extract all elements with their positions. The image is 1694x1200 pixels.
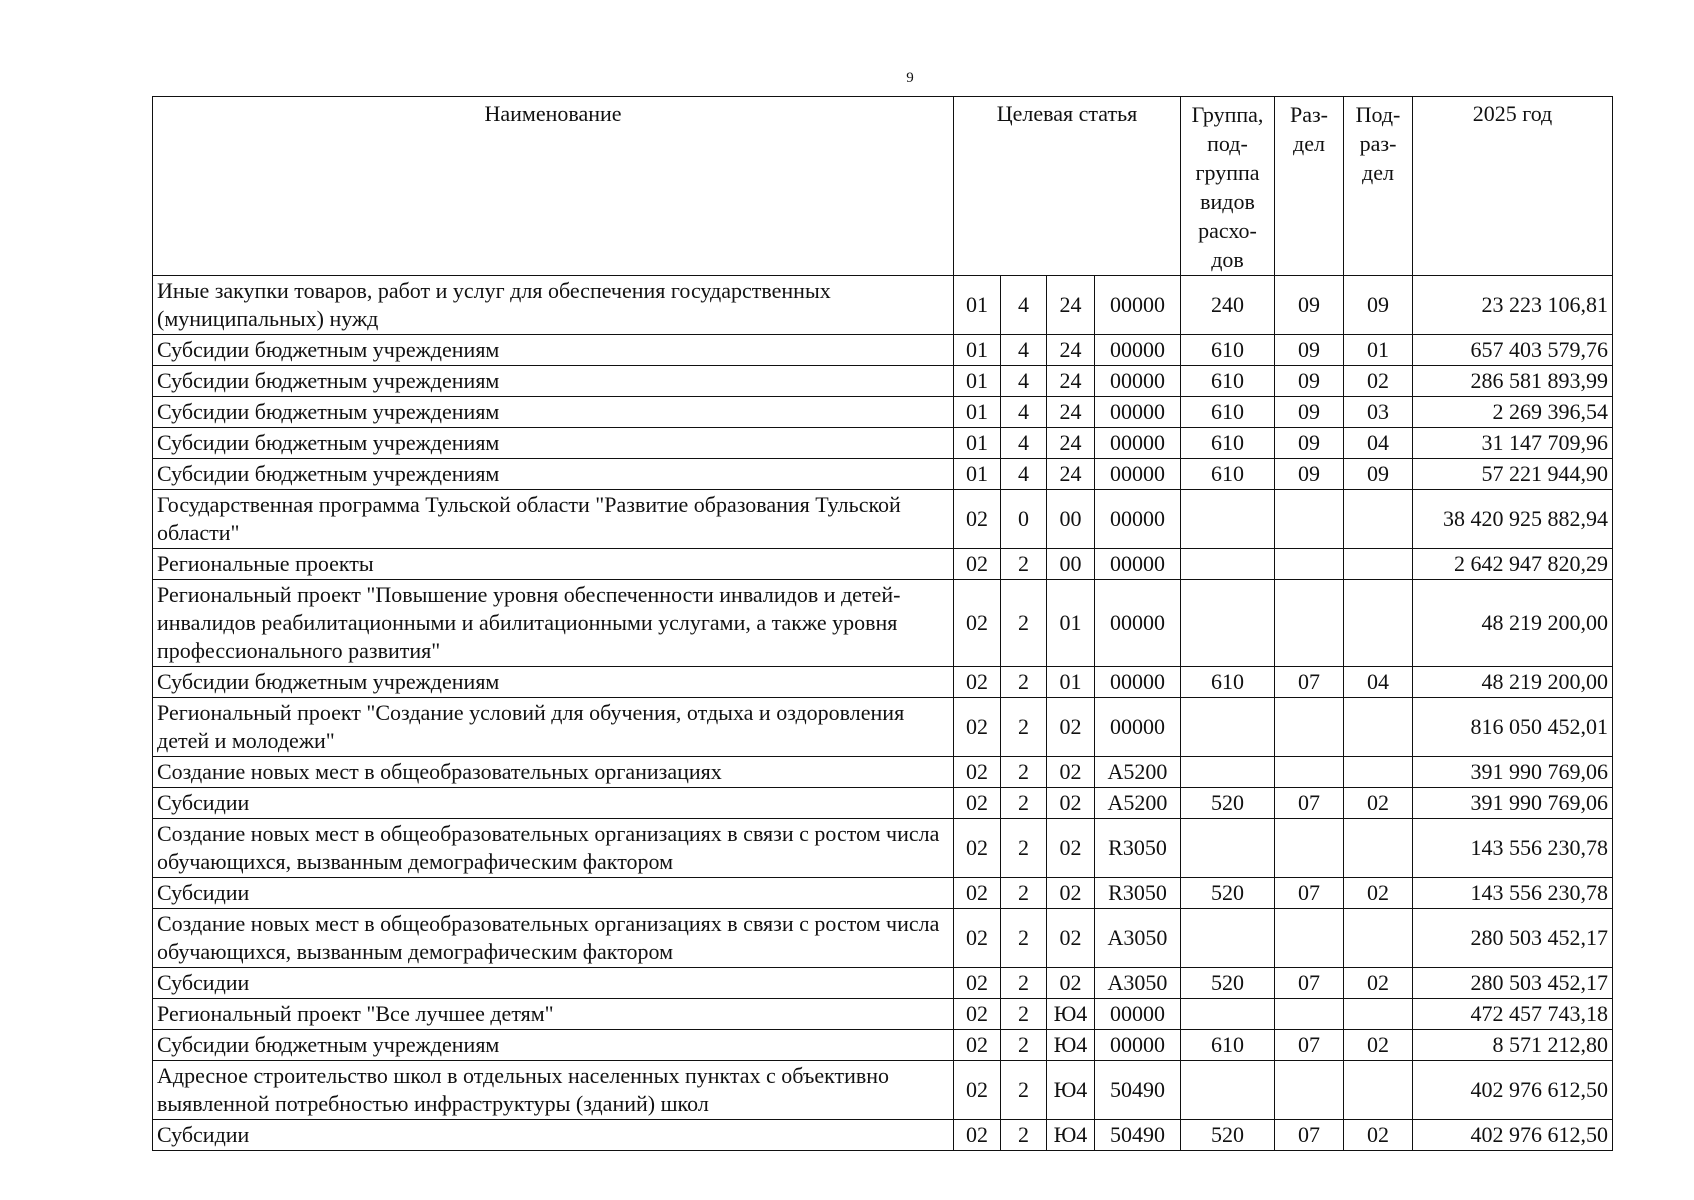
target-article-part3-cell: Ю4 <box>1047 1030 1095 1061</box>
subsection-cell: 09 <box>1344 459 1413 490</box>
target-article-part2-cell: 2 <box>1001 549 1047 580</box>
table-row <box>153 580 1613 667</box>
target-article-part3-cell: 00 <box>1047 490 1095 549</box>
header-expense-group-line: Группа, <box>1191 102 1264 127</box>
row-name-cell: Региональный проект "Все лучшее детям" <box>153 999 954 1030</box>
target-article-part3-cell: 02 <box>1047 878 1095 909</box>
amount-2025-cell: 2 642 947 820,29 <box>1413 549 1613 580</box>
target-article-part4-cell: 00000 <box>1095 459 1181 490</box>
table-row <box>153 366 1613 397</box>
subsection-cell: 02 <box>1344 1120 1413 1151</box>
row-name-cell: Создание новых мест в общеобразовательных организациях <box>153 757 954 788</box>
header-expense-group-line: дов <box>1211 247 1244 272</box>
row-name-cell: Субсидии бюджетным учреждениям <box>153 366 954 397</box>
header-expense-group-line: расхо- <box>1198 218 1257 243</box>
target-article-part3-cell: Ю4 <box>1047 999 1095 1030</box>
subsection-cell: 02 <box>1344 366 1413 397</box>
row-name-cell: Субсидии <box>153 1120 954 1151</box>
expense-group-cell <box>1181 580 1275 667</box>
target-article-part3-cell: 24 <box>1047 459 1095 490</box>
target-article-part3-cell: 01 <box>1047 580 1095 667</box>
target-article-part3-cell: Ю4 <box>1047 1061 1095 1120</box>
header-expense-group <box>1181 97 1275 276</box>
row-name-cell: Региональные проекты <box>153 549 954 580</box>
target-article-part4-cell: 00000 <box>1095 999 1181 1030</box>
amount-2025-cell: 391 990 769,06 <box>1413 757 1613 788</box>
table-row <box>153 788 1613 819</box>
header-expense-group-line: видов <box>1200 189 1255 214</box>
target-article-part2-cell: 2 <box>1001 999 1047 1030</box>
expense-group-cell: 520 <box>1181 878 1275 909</box>
target-article-part3-cell: 24 <box>1047 276 1095 335</box>
target-article-part1-cell: 02 <box>954 580 1001 667</box>
target-article-part4-cell: 00000 <box>1095 397 1181 428</box>
row-name-cell: Иные закупки товаров, работ и услуг для обеспечения государственных (муниципальных) нужд <box>153 276 954 335</box>
target-article-part1-cell: 01 <box>954 397 1001 428</box>
target-article-part1-cell: 02 <box>954 698 1001 757</box>
amount-2025-cell: 38 420 925 882,94 <box>1413 490 1613 549</box>
expense-group-cell: 610 <box>1181 667 1275 698</box>
header-name: Наименование <box>153 97 954 276</box>
subsection-cell: 02 <box>1344 788 1413 819</box>
target-article-part1-cell: 02 <box>954 819 1001 878</box>
amount-2025-cell: 402 976 612,50 <box>1413 1120 1613 1151</box>
header-subsection-line: дел <box>1362 160 1394 185</box>
header-expense-group-line: группа <box>1195 160 1260 185</box>
expense-group-cell: 610 <box>1181 1030 1275 1061</box>
target-article-part2-cell: 2 <box>1001 819 1047 878</box>
target-article-part1-cell: 01 <box>954 276 1001 335</box>
target-article-part4-cell: 00000 <box>1095 366 1181 397</box>
section-cell: 09 <box>1275 276 1344 335</box>
row-name-cell: Субсидии <box>153 788 954 819</box>
target-article-part1-cell: 02 <box>954 549 1001 580</box>
target-article-part1-cell: 02 <box>954 1030 1001 1061</box>
row-name-cell: Субсидии бюджетным учреждениям <box>153 667 954 698</box>
target-article-part4-cell: 00000 <box>1095 549 1181 580</box>
table-row <box>153 397 1613 428</box>
row-name-cell: Субсидии <box>153 878 954 909</box>
target-article-part1-cell: 01 <box>954 335 1001 366</box>
target-article-part4-cell: А3050 <box>1095 968 1181 999</box>
header-subsection <box>1344 97 1413 276</box>
subsection-cell <box>1344 999 1413 1030</box>
target-article-part3-cell: 02 <box>1047 968 1095 999</box>
expense-group-cell: 520 <box>1181 788 1275 819</box>
expense-group-cell: 610 <box>1181 397 1275 428</box>
amount-2025-cell: 286 581 893,99 <box>1413 366 1613 397</box>
target-article-part2-cell: 4 <box>1001 276 1047 335</box>
header-year: 2025 год <box>1413 97 1613 276</box>
target-article-part2-cell: 2 <box>1001 580 1047 667</box>
header-section <box>1275 97 1344 276</box>
amount-2025-cell: 8 571 212,80 <box>1413 1030 1613 1061</box>
target-article-part3-cell: 02 <box>1047 788 1095 819</box>
amount-2025-cell: 816 050 452,01 <box>1413 698 1613 757</box>
target-article-part2-cell: 2 <box>1001 1120 1047 1151</box>
target-article-part3-cell: 02 <box>1047 698 1095 757</box>
expense-group-cell <box>1181 909 1275 968</box>
section-cell <box>1275 819 1344 878</box>
target-article-part4-cell: 00000 <box>1095 428 1181 459</box>
target-article-part4-cell: R3050 <box>1095 819 1181 878</box>
subsection-cell: 09 <box>1344 276 1413 335</box>
subsection-cell: 01 <box>1344 335 1413 366</box>
subsection-cell: 03 <box>1344 397 1413 428</box>
target-article-part4-cell: 00000 <box>1095 1030 1181 1061</box>
subsection-cell: 02 <box>1344 968 1413 999</box>
budget-table <box>152 96 1613 1151</box>
target-article-part3-cell: 24 <box>1047 366 1095 397</box>
target-article-part1-cell: 01 <box>954 366 1001 397</box>
row-name-cell: Создание новых мест в общеобразовательных организациях в связи с ростом числа обучающихся, вызванным демографическим фактором <box>153 909 954 968</box>
table-row <box>153 276 1613 335</box>
section-cell <box>1275 549 1344 580</box>
table-row <box>153 819 1613 878</box>
target-article-part4-cell: 50490 <box>1095 1120 1181 1151</box>
section-cell: 07 <box>1275 667 1344 698</box>
subsection-cell <box>1344 1061 1413 1120</box>
target-article-part1-cell: 02 <box>954 490 1001 549</box>
section-cell: 07 <box>1275 788 1344 819</box>
expense-group-cell <box>1181 999 1275 1030</box>
table-row <box>153 549 1613 580</box>
target-article-part1-cell: 02 <box>954 1120 1001 1151</box>
target-article-part4-cell: 00000 <box>1095 276 1181 335</box>
row-name-cell: Субсидии бюджетным учреждениям <box>153 335 954 366</box>
subsection-cell <box>1344 909 1413 968</box>
target-article-part3-cell: 00 <box>1047 549 1095 580</box>
row-name-cell: Субсидии бюджетным учреждениям <box>153 1030 954 1061</box>
table-row <box>153 1061 1613 1120</box>
table-row <box>153 878 1613 909</box>
target-article-part1-cell: 02 <box>954 999 1001 1030</box>
amount-2025-cell: 280 503 452,17 <box>1413 968 1613 999</box>
expense-group-cell <box>1181 549 1275 580</box>
amount-2025-cell: 143 556 230,78 <box>1413 878 1613 909</box>
subsection-cell <box>1344 819 1413 878</box>
expense-group-cell: 610 <box>1181 459 1275 490</box>
table-header-row <box>153 97 1613 276</box>
section-cell <box>1275 999 1344 1030</box>
subsection-cell: 02 <box>1344 1030 1413 1061</box>
expense-group-cell <box>1181 490 1275 549</box>
section-cell: 09 <box>1275 428 1344 459</box>
amount-2025-cell: 280 503 452,17 <box>1413 909 1613 968</box>
table-row <box>153 335 1613 366</box>
target-article-part3-cell: Ю4 <box>1047 1120 1095 1151</box>
amount-2025-cell: 57 221 944,90 <box>1413 459 1613 490</box>
row-name-cell: Адресное строительство школ в отдельных населенных пунктах с объективно выявленной потребностью инфраструктуры (зданий) школ <box>153 1061 954 1120</box>
header-target-article: Целевая статья <box>954 97 1181 276</box>
row-name-cell: Региональный проект "Повышение уровня обеспеченности инвалидов и детей-инвалидов реабилитационными и абилитационными услугами, а также уровня профессионального развития" <box>153 580 954 667</box>
section-cell <box>1275 580 1344 667</box>
header-subsection-line: Под- <box>1355 102 1401 127</box>
amount-2025-cell: 657 403 579,76 <box>1413 335 1613 366</box>
target-article-part4-cell: А5200 <box>1095 757 1181 788</box>
header-section-line: дел <box>1293 131 1325 156</box>
table-row <box>153 909 1613 968</box>
target-article-part4-cell: R3050 <box>1095 878 1181 909</box>
table-row <box>153 698 1613 757</box>
target-article-part1-cell: 01 <box>954 459 1001 490</box>
target-article-part2-cell: 2 <box>1001 698 1047 757</box>
subsection-cell <box>1344 757 1413 788</box>
expense-group-cell: 240 <box>1181 276 1275 335</box>
amount-2025-cell: 48 219 200,00 <box>1413 580 1613 667</box>
target-article-part3-cell: 24 <box>1047 428 1095 459</box>
section-cell <box>1275 698 1344 757</box>
expense-group-cell: 610 <box>1181 366 1275 397</box>
target-article-part4-cell: 50490 <box>1095 1061 1181 1120</box>
target-article-part1-cell: 02 <box>954 878 1001 909</box>
target-article-part3-cell: 24 <box>1047 335 1095 366</box>
table-row <box>153 999 1613 1030</box>
section-cell: 09 <box>1275 459 1344 490</box>
target-article-part3-cell: 02 <box>1047 909 1095 968</box>
section-cell: 07 <box>1275 878 1344 909</box>
row-name-cell: Субсидии бюджетным учреждениям <box>153 459 954 490</box>
table-body <box>153 276 1613 1151</box>
section-cell: 07 <box>1275 1120 1344 1151</box>
target-article-part1-cell: 02 <box>954 667 1001 698</box>
section-cell: 09 <box>1275 335 1344 366</box>
expense-group-cell <box>1181 819 1275 878</box>
expense-group-cell <box>1181 698 1275 757</box>
expense-group-cell <box>1181 757 1275 788</box>
expense-group-cell: 610 <box>1181 428 1275 459</box>
target-article-part4-cell: 00000 <box>1095 335 1181 366</box>
expense-group-cell <box>1181 1061 1275 1120</box>
table-row <box>153 459 1613 490</box>
subsection-cell <box>1344 490 1413 549</box>
target-article-part4-cell: 00000 <box>1095 580 1181 667</box>
target-article-part1-cell: 02 <box>954 1061 1001 1120</box>
target-article-part4-cell: 00000 <box>1095 667 1181 698</box>
subsection-cell <box>1344 580 1413 667</box>
header-section-line: Раз- <box>1289 102 1329 127</box>
header-expense-group-line: под- <box>1207 131 1248 156</box>
row-name-cell: Государственная программа Тульской области "Развитие образования Тульской области" <box>153 490 954 549</box>
section-cell: 07 <box>1275 968 1344 999</box>
target-article-part4-cell: 00000 <box>1095 698 1181 757</box>
subsection-cell: 04 <box>1344 428 1413 459</box>
expense-group-cell: 610 <box>1181 335 1275 366</box>
section-cell <box>1275 909 1344 968</box>
target-article-part2-cell: 0 <box>1001 490 1047 549</box>
table-row <box>153 667 1613 698</box>
table-row <box>153 490 1613 549</box>
subsection-cell <box>1344 549 1413 580</box>
target-article-part1-cell: 02 <box>954 788 1001 819</box>
target-article-part2-cell: 4 <box>1001 335 1047 366</box>
row-name-cell: Субсидии бюджетным учреждениям <box>153 397 954 428</box>
target-article-part4-cell: А5200 <box>1095 788 1181 819</box>
expense-group-cell: 520 <box>1181 1120 1275 1151</box>
target-article-part3-cell: 24 <box>1047 397 1095 428</box>
target-article-part2-cell: 2 <box>1001 878 1047 909</box>
row-name-cell: Субсидии <box>153 968 954 999</box>
target-article-part1-cell: 02 <box>954 968 1001 999</box>
header-subsection-line: раз- <box>1359 131 1397 156</box>
page-number: 9 <box>906 70 914 86</box>
section-cell <box>1275 757 1344 788</box>
target-article-part2-cell: 4 <box>1001 366 1047 397</box>
target-article-part2-cell: 2 <box>1001 1061 1047 1120</box>
target-article-part2-cell: 4 <box>1001 428 1047 459</box>
table-row <box>153 1120 1613 1151</box>
section-cell: 07 <box>1275 1030 1344 1061</box>
section-cell <box>1275 1061 1344 1120</box>
amount-2025-cell: 472 457 743,18 <box>1413 999 1613 1030</box>
subsection-cell <box>1344 698 1413 757</box>
target-article-part2-cell: 2 <box>1001 968 1047 999</box>
target-article-part1-cell: 02 <box>954 909 1001 968</box>
target-article-part2-cell: 2 <box>1001 788 1047 819</box>
target-article-part2-cell: 4 <box>1001 459 1047 490</box>
table-row <box>153 757 1613 788</box>
amount-2025-cell: 31 147 709,96 <box>1413 428 1613 459</box>
target-article-part3-cell: 02 <box>1047 819 1095 878</box>
target-article-part2-cell: 2 <box>1001 757 1047 788</box>
row-name-cell: Создание новых мест в общеобразовательных организациях в связи с ростом числа обучающихся, вызванным демографическим фактором <box>153 819 954 878</box>
table-row <box>153 968 1613 999</box>
row-name-cell: Региональный проект "Создание условий для обучения, отдыха и оздоровления детей и молодежи" <box>153 698 954 757</box>
amount-2025-cell: 402 976 612,50 <box>1413 1061 1613 1120</box>
target-article-part2-cell: 4 <box>1001 397 1047 428</box>
table-row <box>153 1030 1613 1061</box>
amount-2025-cell: 23 223 106,81 <box>1413 276 1613 335</box>
target-article-part1-cell: 02 <box>954 757 1001 788</box>
subsection-cell: 02 <box>1344 878 1413 909</box>
target-article-part2-cell: 2 <box>1001 909 1047 968</box>
amount-2025-cell: 391 990 769,06 <box>1413 788 1613 819</box>
expense-group-cell: 520 <box>1181 968 1275 999</box>
target-article-part1-cell: 01 <box>954 428 1001 459</box>
section-cell: 09 <box>1275 397 1344 428</box>
target-article-part2-cell: 2 <box>1001 667 1047 698</box>
target-article-part3-cell: 02 <box>1047 757 1095 788</box>
amount-2025-cell: 143 556 230,78 <box>1413 819 1613 878</box>
target-article-part4-cell: А3050 <box>1095 909 1181 968</box>
amount-2025-cell: 2 269 396,54 <box>1413 397 1613 428</box>
target-article-part2-cell: 2 <box>1001 1030 1047 1061</box>
section-cell <box>1275 490 1344 549</box>
table-row <box>153 428 1613 459</box>
row-name-cell: Субсидии бюджетным учреждениям <box>153 428 954 459</box>
target-article-part3-cell: 01 <box>1047 667 1095 698</box>
section-cell: 09 <box>1275 366 1344 397</box>
amount-2025-cell: 48 219 200,00 <box>1413 667 1613 698</box>
subsection-cell: 04 <box>1344 667 1413 698</box>
target-article-part4-cell: 00000 <box>1095 490 1181 549</box>
